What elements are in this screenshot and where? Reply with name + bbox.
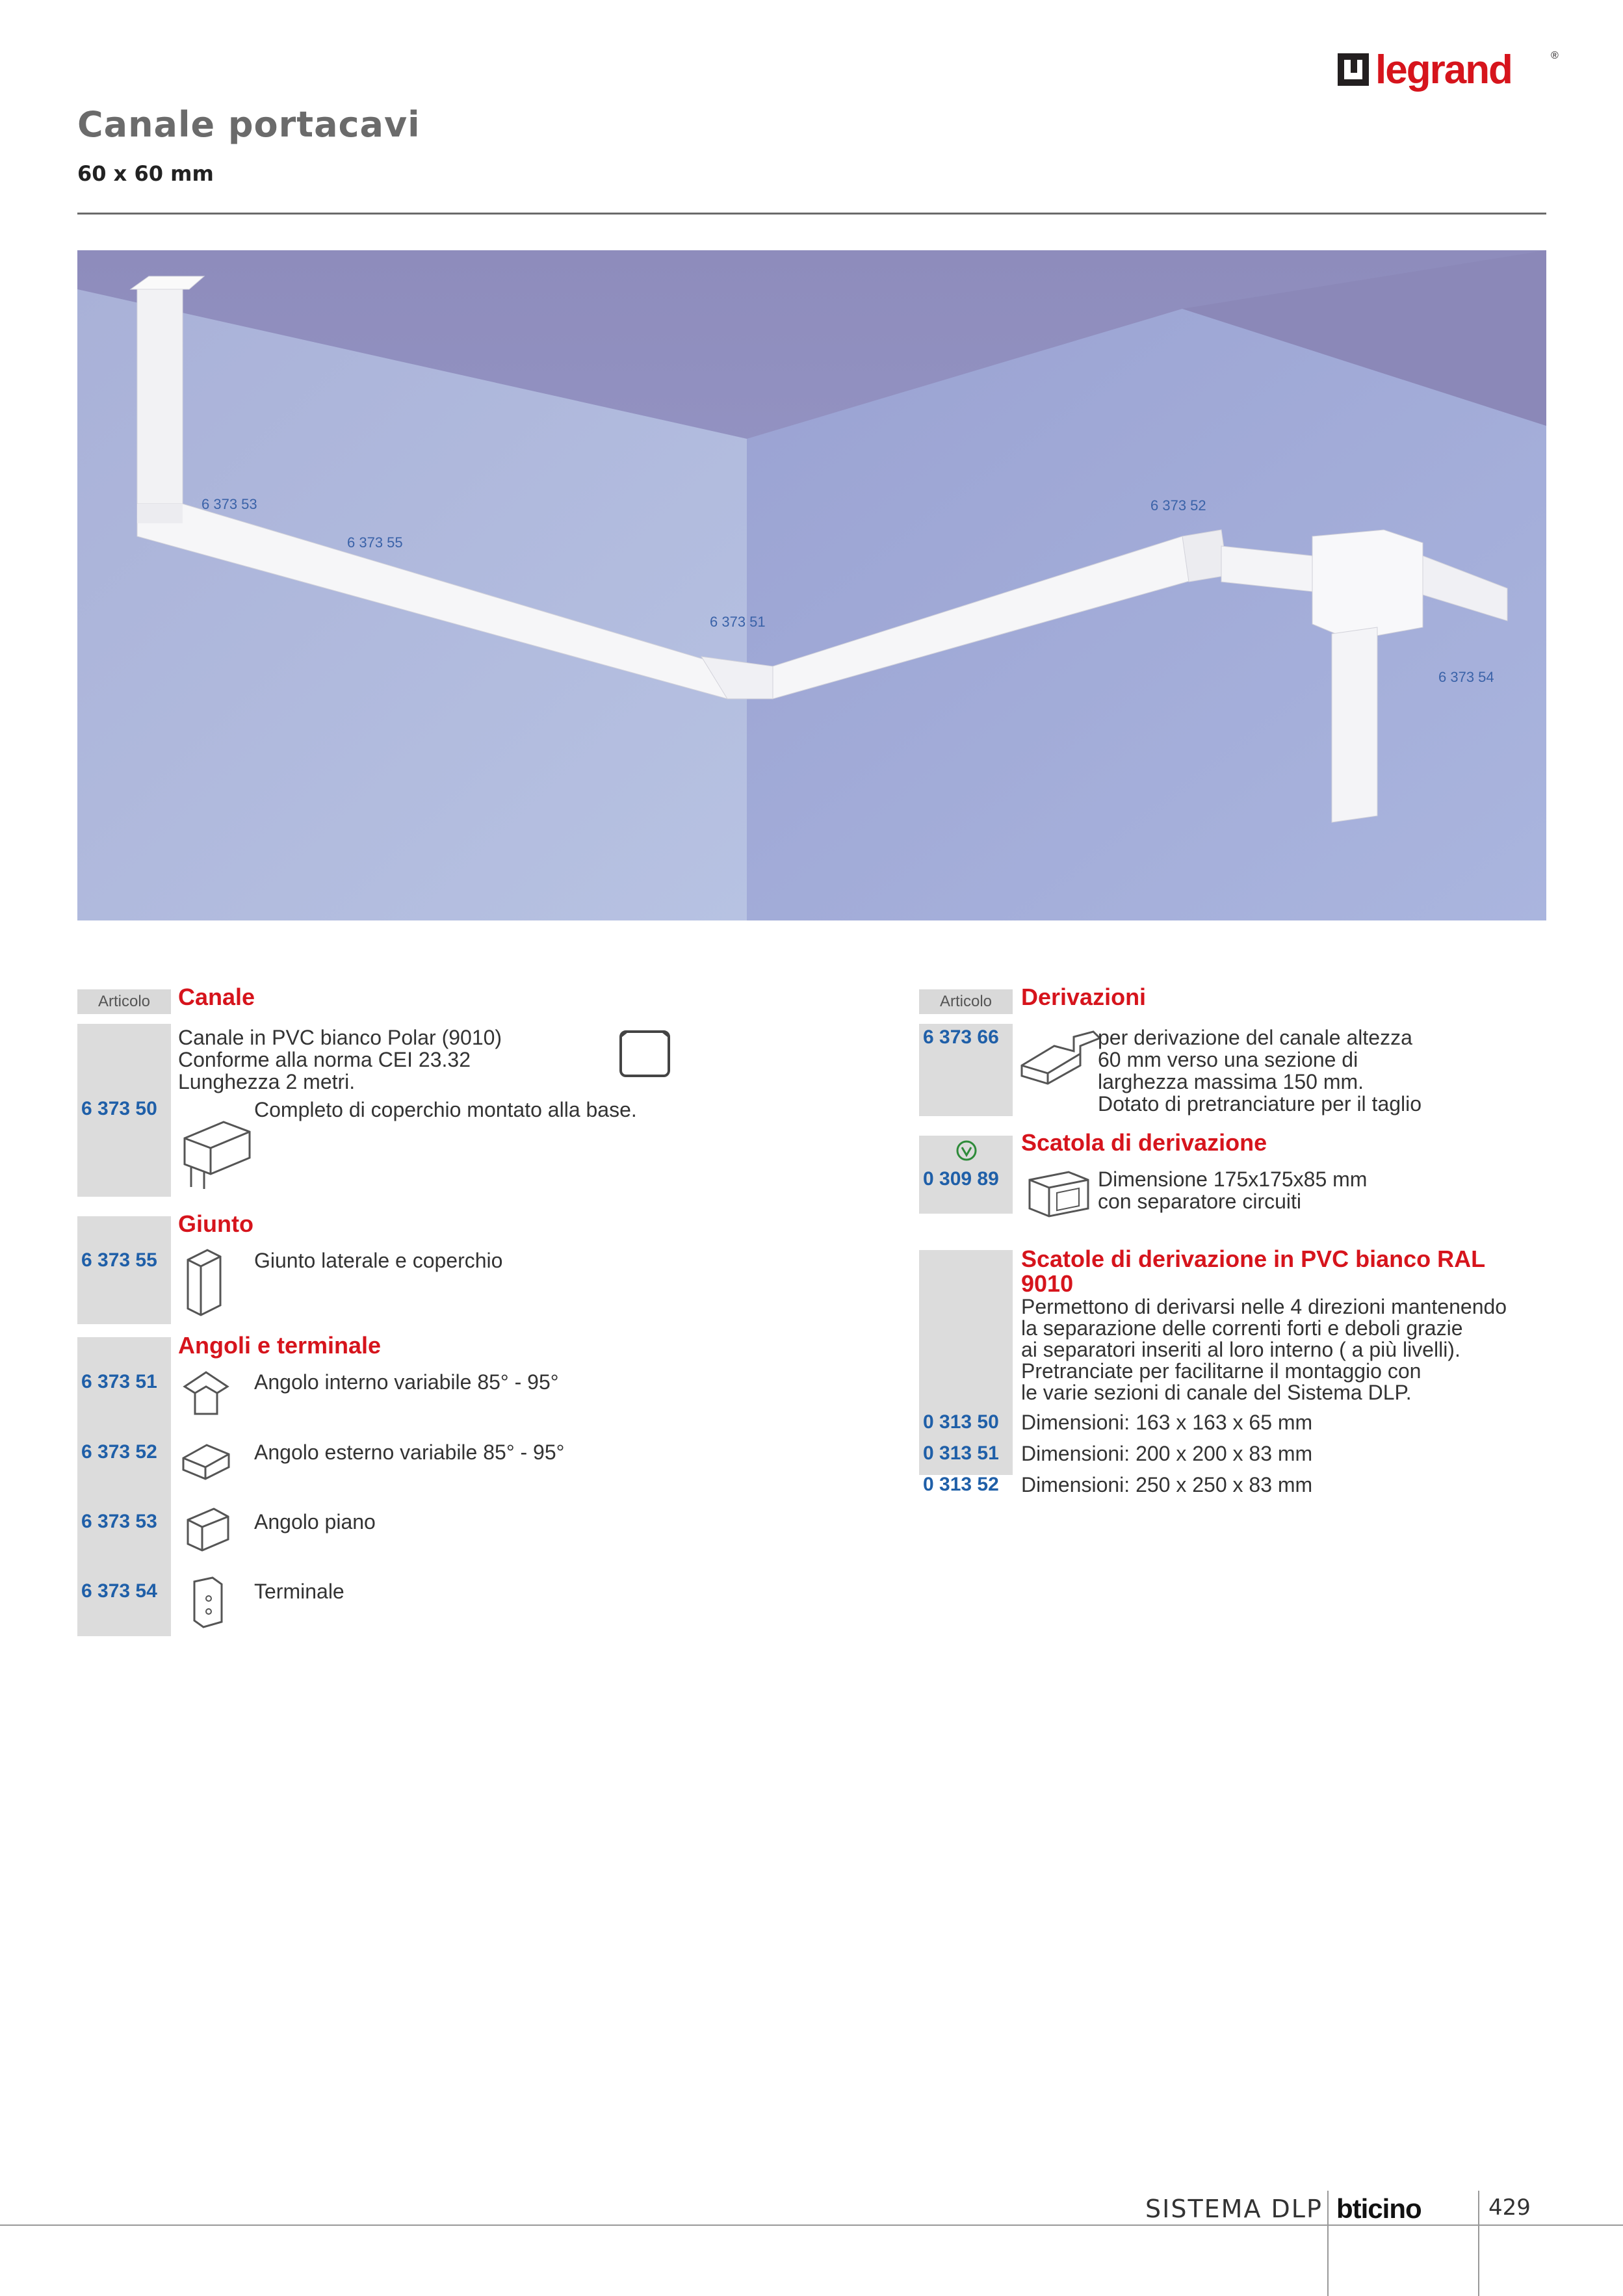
callout-6-373-52: 6 373 52 [1150,497,1206,514]
joint-icon [181,1247,233,1318]
header-divider [77,213,1546,215]
item-description-line: Dotato di pretranciature per il taglio [1098,1092,1422,1115]
item-description-line: Angolo piano [254,1510,376,1533]
section-title-canale: Canale [178,984,255,1010]
item-description-line: Conforme alla norma CEI 23.32 [178,1048,471,1071]
recyclable-icon [955,1140,978,1162]
channel-profile-icon [178,1119,256,1190]
article-code: 6 373 54 [81,1580,157,1602]
section-intro-line: Pretranciate per facilitarne il montaggio con [1021,1359,1422,1383]
section-title-scatole-pvc-cont: 9010 [1021,1270,1074,1297]
footer-separator [1327,2191,1329,2296]
article-code: 6 373 66 [923,1026,999,1048]
junction-box-icon [1023,1167,1095,1219]
item-description-line: 60 mm verso una sezione di [1098,1048,1358,1071]
article-code: 6 373 53 [81,1511,157,1532]
article-code: 6 373 52 [81,1441,157,1463]
svg-text:®: ® [1551,50,1559,61]
item-description-line: per derivazione del canale altezza [1098,1026,1412,1049]
item-description-line: Completo di coperchio montato alla base. [254,1098,637,1121]
section-intro-line: le varie sezioni di canale del Sistema DLP. [1021,1381,1412,1404]
page-number: 429 [1488,2195,1531,2221]
articolo-label: Articolo [919,989,1013,1014]
item-description-line: con separatore circuiti [1098,1190,1302,1213]
articolo-label: Articolo [77,989,171,1014]
article-code: 6 373 51 [81,1371,157,1392]
bticino-logo [1334,2193,1464,2223]
callout-6-373-53: 6 373 53 [201,496,257,512]
section-title-giunto: Giunto [178,1210,253,1237]
item-description-line: Lunghezza 2 metri. [178,1070,356,1093]
article-code: 6 373 55 [81,1249,157,1271]
internal-angle-icon [178,1367,234,1419]
callout-6-373-51: 6 373 51 [710,614,766,630]
article-code: 0 313 52 [923,1474,999,1495]
article-code: 0 309 89 [923,1168,999,1190]
end-cap-icon [187,1575,228,1630]
page-title: Canale portacavi [77,104,421,145]
item-description-line: Dimensioni: 250 x 250 x 83 mm [1021,1473,1313,1496]
external-angle-icon [178,1439,234,1481]
footer-divider [0,2224,1623,2226]
footer-system-name: SISTEMA DLP [1145,2195,1323,2223]
svg-text:legrand: legrand [1375,47,1512,92]
item-description-line: Canale in PVC bianco Polar (9010) [178,1026,502,1049]
item-description-line: Terminale [254,1580,344,1603]
page-subtitle: 60 x 60 mm [77,161,214,186]
item-description-line: Angolo interno variabile 85° - 95° [254,1370,559,1394]
section-intro-line: Permettono di derivarsi nelle 4 direzioni mantenendo [1021,1295,1507,1318]
item-description-line: Dimensioni: 200 x 200 x 83 mm [1021,1442,1313,1465]
svg-text:bticino: bticino [1336,2193,1422,2223]
section-title-scatola: Scatola di derivazione [1021,1129,1267,1156]
item-description-line: larghezza massima 150 mm. [1098,1070,1364,1093]
section-title-derivazioni: Derivazioni [1021,984,1147,1010]
branch-icon [1015,1026,1106,1086]
section-title-angoli: Angoli e terminale [178,1332,382,1359]
footer-separator [1478,2191,1479,2296]
item-description-line: Giunto laterale e coperchio [254,1249,503,1272]
callout-6-373-55: 6 373 55 [347,534,403,551]
item-description-line: Dimensioni: 163 x 163 x 65 mm [1021,1411,1313,1434]
product-photo [77,250,1546,920]
article-code: 6 373 50 [81,1098,157,1119]
code-cell [919,1250,1013,1475]
callout-6-373-54: 6 373 54 [1438,669,1494,685]
article-code: 0 313 50 [923,1411,999,1433]
flat-angle-icon [181,1504,233,1556]
section-intro-line: ai separatori inseriti al loro interno ( a più livelli). [1021,1338,1461,1361]
item-description-line: Angolo esterno variabile 85° - 95° [254,1441,565,1464]
channel-section-icon [618,1028,671,1078]
section-intro-line: la separazione delle correnti forti e deboli grazie [1021,1316,1463,1340]
item-description-line: Dimensione 175x175x85 mm [1098,1168,1368,1191]
section-title-scatole-pvc: Scatole di derivazione in PVC bianco RAL [1021,1246,1486,1272]
legrand-logo [1338,44,1559,104]
article-code: 0 313 51 [923,1442,999,1464]
